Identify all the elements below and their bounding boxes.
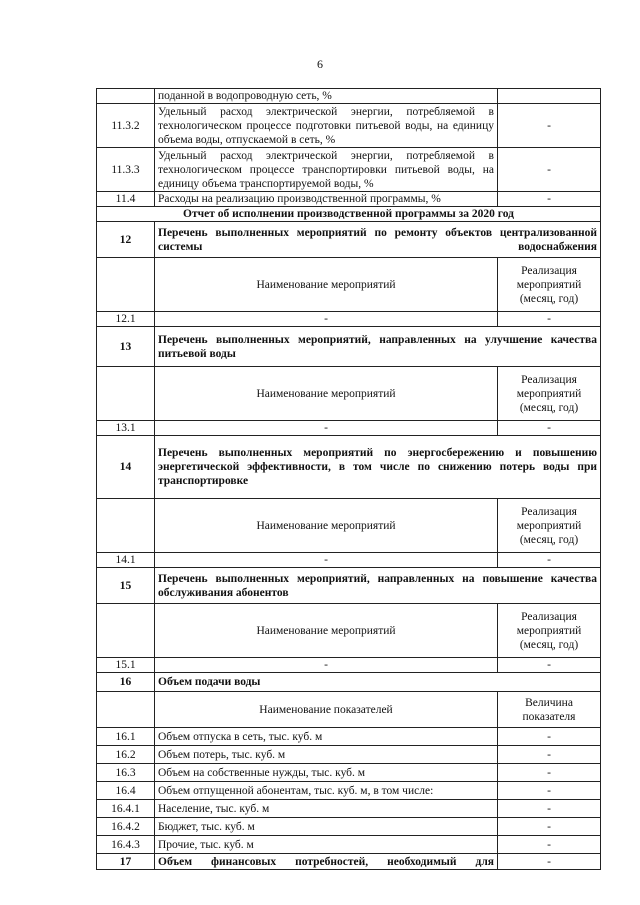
row-number: 16.3 [97,764,155,782]
row-number [97,367,155,421]
section-title: Объем подачи воды [155,673,601,692]
row-number: 14.1 [97,553,155,568]
table-row [97,746,601,764]
row-value: - [498,746,601,764]
section-title: Перечень выполненных мероприятий, направленных на повышение качества обслуживания абонентов [155,568,601,604]
table-row [97,148,601,192]
column-header-name: Наименование мероприятий [155,367,498,421]
row-value: - [498,421,601,436]
column-header-implementation: Реализация мероприятий (месяц, год) [498,258,601,312]
column-header-row [97,367,601,421]
column-header-row [97,604,601,658]
row-value: - [498,854,601,870]
section-number: 12 [97,222,155,258]
production-program-table [96,88,601,870]
table-row [97,658,601,673]
column-header-row [97,499,601,553]
row-number [97,604,155,658]
column-header-name: Наименование мероприятий [155,499,498,553]
row-text: Объем отпущенной абонентам, тыс. куб. м, в том числе: [155,782,498,800]
row-number: 11.3.2 [97,104,155,148]
table-row [97,89,601,104]
row-value: - [498,782,601,800]
row-value: - [498,148,601,192]
row-value: - [498,104,601,148]
section-number: 15 [97,568,155,604]
column-header-name: Наименование показателей [155,692,498,728]
section-number: 13 [97,327,155,367]
row-number [97,499,155,553]
row-number: 16.4.1 [97,800,155,818]
row-value: - [498,658,601,673]
table-row [97,104,601,148]
section-header [97,673,601,692]
row-text: Прочие, тыс. куб. м [155,836,498,854]
row-value: - [498,818,601,836]
row-value: - [498,836,601,854]
column-header-implementation: Реализация мероприятий (месяц, год) [498,604,601,658]
section-number: 17 [97,854,155,870]
row-text: - [155,312,498,327]
report-title: Отчет об исполнении производственной программы за 2020 год [97,207,601,222]
row-value: - [498,800,601,818]
report-title-row [97,207,601,222]
row-number: 16.1 [97,728,155,746]
row-number: 12.1 [97,312,155,327]
section-title: Объем финансовых потребностей, необходимый для [155,854,498,870]
section-header [97,222,601,258]
row-text: - [155,553,498,568]
row-value: - [498,312,601,327]
row-number: 16.4.3 [97,836,155,854]
row-number [97,89,155,104]
column-header-row [97,692,601,728]
section-header [97,854,601,870]
row-value: - [498,553,601,568]
table-row [97,728,601,746]
section-number: 14 [97,436,155,499]
table-row [97,312,601,327]
row-number [97,258,155,312]
row-text: поданной в водопроводную сеть, % [155,89,498,104]
row-text: Объем потерь, тыс. куб. м [155,746,498,764]
row-number: 11.4 [97,192,155,207]
section-title: Перечень выполненных мероприятий по ремонту объектов централизованной системы водоснабжения [155,222,601,258]
row-value: - [498,192,601,207]
row-text: Объем отпуска в сеть, тыс. куб. м [155,728,498,746]
section-number: 16 [97,673,155,692]
row-text: Объем на собственные нужды, тыс. куб. м [155,764,498,782]
section-title: Перечень выполненных мероприятий по энергосбережению и повышению энергетической эффективности, в том числе по снижению потерь воды при транспортировке [155,436,601,499]
row-number: 11.3.3 [97,148,155,192]
row-number: 13.1 [97,421,155,436]
section-header [97,568,601,604]
table-row [97,800,601,818]
column-header-value: Величина показателя [498,692,601,728]
section-title: Перечень выполненных мероприятий, направленных на улучшение качества питьевой воды [155,327,601,367]
row-text: - [155,658,498,673]
row-value: - [498,728,601,746]
row-number: 16.2 [97,746,155,764]
column-header-implementation: Реализация мероприятий (месяц, год) [498,367,601,421]
row-number: 15.1 [97,658,155,673]
table-row [97,836,601,854]
row-text: Удельный расход электрической энергии, потребляемой в технологическом процессе транспортировки питьевой воды, на единицу объема транспортируемой воды, % [155,148,498,192]
section-header [97,327,601,367]
column-header-implementation: Реализация мероприятий (месяц, год) [498,499,601,553]
row-value [498,89,601,104]
row-number: 16.4.2 [97,818,155,836]
row-text: Расходы на реализацию производственной программы, % [155,192,498,207]
page-number: 6 [317,57,323,71]
row-text: Удельный расход электрической энергии, потребляемой в технологическом процессе подготовки питьевой воды, на единицу объема воды, отпускаемой в сеть, % [155,104,498,148]
table-row [97,421,601,436]
row-number: 16.4 [97,782,155,800]
row-text: Население, тыс. куб. м [155,800,498,818]
column-header-name: Наименование мероприятий [155,604,498,658]
table-row [97,553,601,568]
row-number [97,692,155,728]
section-header [97,436,601,499]
table-row [97,764,601,782]
table-row [97,192,601,207]
row-text: Бюджет, тыс. куб. м [155,818,498,836]
table-row [97,818,601,836]
column-header-name: Наименование мероприятий [155,258,498,312]
row-text: - [155,421,498,436]
column-header-row [97,258,601,312]
table-row [97,782,601,800]
row-value: - [498,764,601,782]
